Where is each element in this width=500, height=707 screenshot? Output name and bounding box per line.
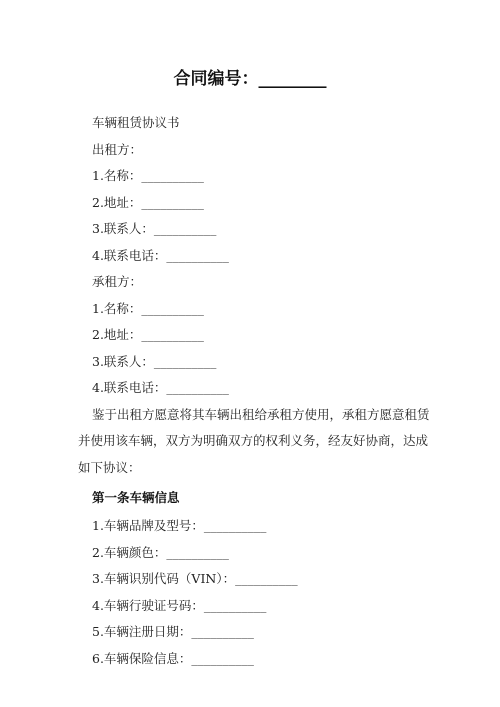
section-1-heading: 第一条车辆信息	[92, 490, 180, 505]
lessor-address-line: 2.地址：__________	[92, 194, 204, 210]
vehicle-color-line: 2.车辆颜色：__________	[92, 544, 229, 560]
vehicle-license-line: 4.车辆行驶证号码：__________	[92, 597, 267, 613]
lessee-heading: 承租方：	[92, 274, 143, 289]
lessee-address-line: 2.地址：__________	[92, 327, 204, 342]
lessor-name-line: 1.名称：__________	[92, 168, 204, 183]
agreement-title: 车辆租赁协议书	[92, 115, 180, 130]
vehicle-registration-line: 5.车辆注册日期：__________	[92, 624, 254, 639]
lessor-heading: 出租方：	[92, 141, 143, 157]
preamble-paragraph: 鉴于出租方愿意将其车辆出租给承租方使用，承租方愿意租赁并使用该车辆，双方为明确双方的权利义务，经友好协商，达成如下协议：	[78, 406, 430, 475]
lessee-phone-line: 4.联系电话：__________	[92, 380, 229, 395]
lessor-phone-line: 4.联系电话：__________	[92, 247, 229, 263]
vehicle-insurance-line: 6.车辆保险信息：__________	[92, 650, 254, 666]
contract-number-title: 合同编号：________	[173, 69, 327, 89]
lessee-name-line: 1.名称：__________	[92, 300, 204, 316]
lessee-contact-line: 3.联系人：__________	[92, 353, 217, 369]
vehicle-vin-line: 3.车辆识别代码（VIN）：__________	[92, 571, 298, 586]
lessor-contact-line: 3.联系人：__________	[92, 221, 217, 236]
vehicle-brand-line: 1.车辆品牌及型号：__________	[92, 518, 267, 533]
